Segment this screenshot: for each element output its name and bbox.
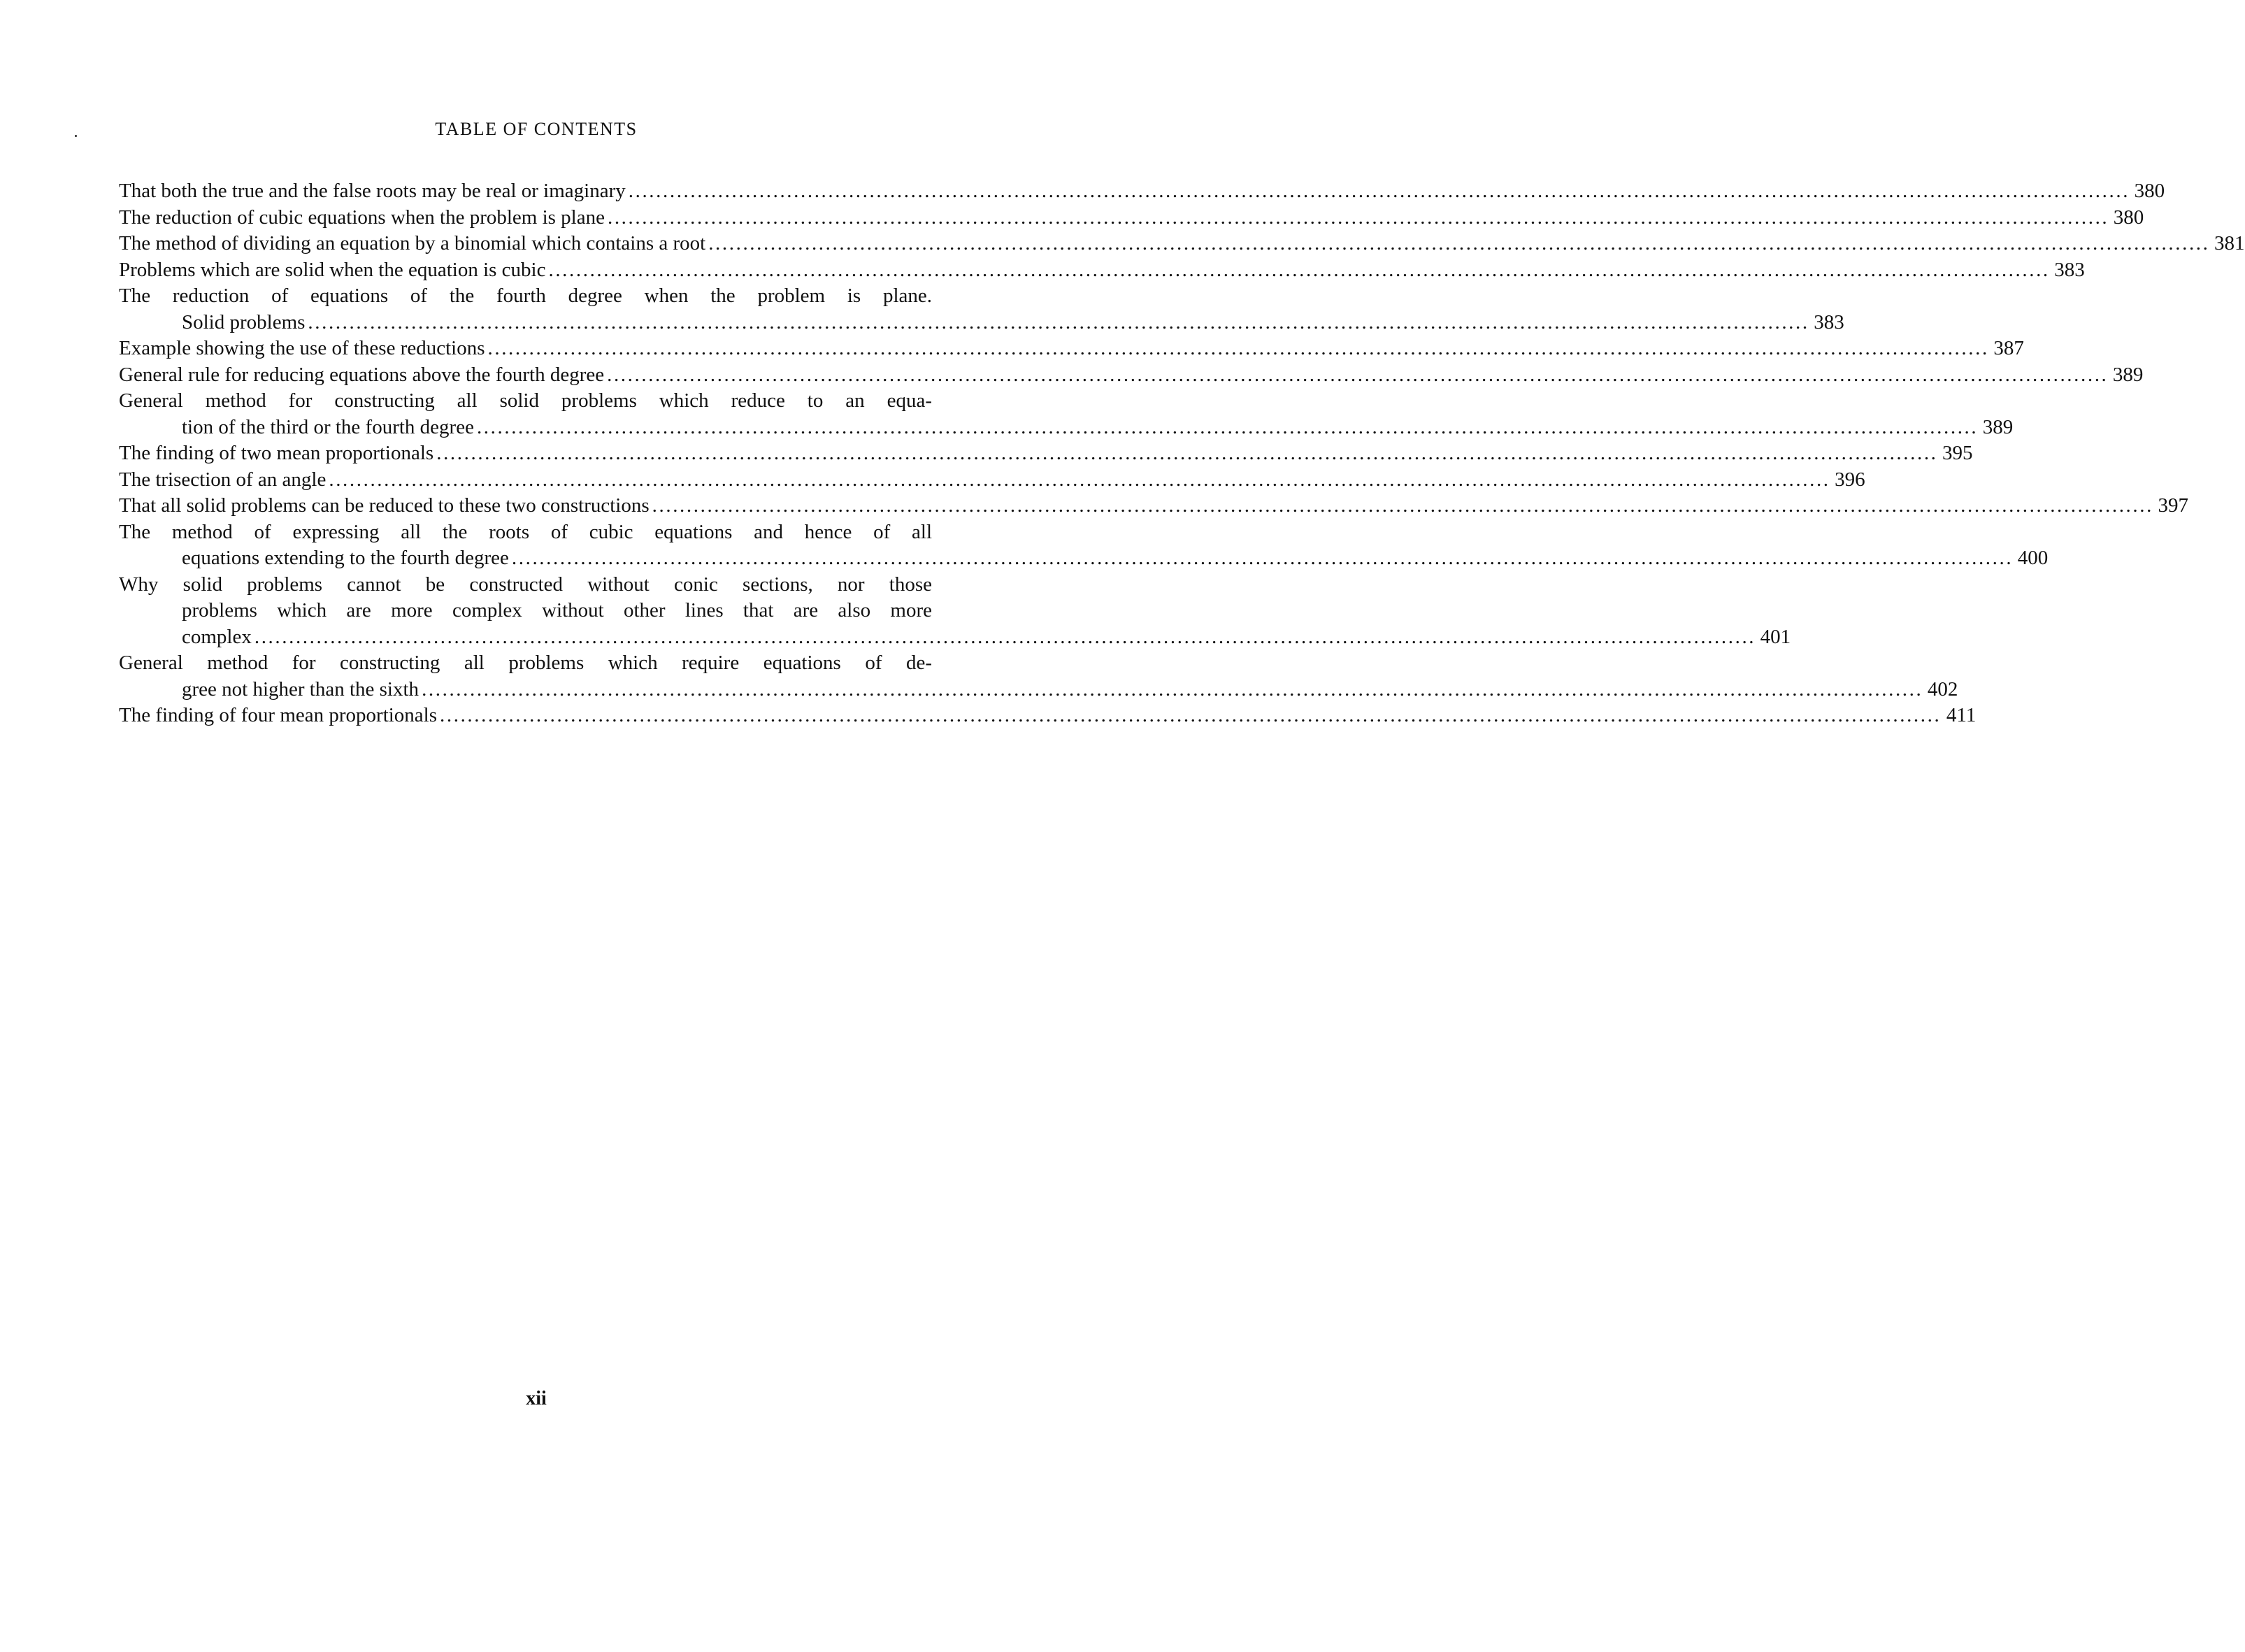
toc-entry bbox=[119, 178, 2165, 205]
toc-line bbox=[119, 598, 932, 624]
toc-entry-title: The reduction of cubic equations when the problem is plane bbox=[119, 206, 605, 229]
dot-leader bbox=[512, 545, 2013, 572]
toc-entry-title: General rule for reducing equations above the fourth degree bbox=[119, 363, 605, 386]
toc-page-number: 401 bbox=[1760, 625, 1791, 648]
toc-line bbox=[119, 205, 2144, 231]
toc-line bbox=[119, 257, 2085, 284]
toc-page-number: 383 bbox=[1814, 310, 1844, 333]
toc-page-number: 389 bbox=[1982, 415, 2014, 438]
table-of-contents bbox=[119, 178, 2245, 729]
toc-line bbox=[119, 677, 1958, 703]
toc-entry-title: The finding of four mean proportionals bbox=[119, 704, 438, 726]
toc-entry-title: The method of expressing all the roots of cubic equations and hence of all bbox=[119, 520, 932, 543]
dot-leader bbox=[548, 257, 2049, 284]
toc-entry bbox=[119, 205, 2144, 231]
toc-entry-title: General method for constructing all solid problems which reduce to an equa- bbox=[119, 389, 932, 412]
toc-page-number: 387 bbox=[1993, 337, 2024, 359]
toc-entry bbox=[119, 519, 2049, 572]
dot-leader bbox=[652, 493, 2153, 519]
toc-line bbox=[119, 703, 1977, 729]
toc-entry-title: Why solid problems cannot be constructed without conic sections, nor those bbox=[119, 573, 932, 596]
toc-line bbox=[119, 336, 2024, 362]
toc-entry-title: The reduction of equations of the fourth degree when the problem is plane. bbox=[119, 285, 932, 307]
dot-leader bbox=[308, 310, 1809, 336]
dot-leader bbox=[477, 415, 1978, 441]
toc-entry-title: The method of dividing an equation by a binomial which contains a root bbox=[119, 232, 706, 254]
toc-entry-title: problems which are more complex without other lines that are also more bbox=[182, 599, 932, 622]
toc-page-number: 380 bbox=[2113, 206, 2144, 229]
toc-page-number: 400 bbox=[2017, 547, 2049, 569]
toc-entry bbox=[119, 703, 1977, 729]
dot-leader bbox=[629, 178, 2130, 205]
toc-page-number: 389 bbox=[2112, 363, 2144, 386]
toc-line bbox=[119, 440, 1973, 467]
dot-leader bbox=[329, 467, 1830, 494]
toc-entry bbox=[119, 362, 2144, 389]
toc-page-number: 396 bbox=[1835, 468, 1865, 491]
toc-line bbox=[119, 283, 932, 310]
toc-line bbox=[119, 467, 1865, 494]
toc-entry-title: gree not higher than the sixth bbox=[182, 677, 419, 701]
dot-leader bbox=[607, 362, 2108, 389]
dot-leader bbox=[608, 205, 2109, 231]
toc-line bbox=[119, 572, 932, 598]
toc-entry-title: tion of the third or the fourth degree bbox=[182, 415, 474, 438]
page-title: TABLE OF CONTENTS bbox=[435, 119, 638, 139]
toc-page-number: 411 bbox=[1946, 704, 1977, 726]
dot-leader bbox=[708, 231, 2209, 257]
toc-page-number: 381 bbox=[2214, 232, 2245, 254]
toc-entry bbox=[119, 388, 2014, 440]
toc-entry bbox=[119, 257, 2085, 284]
toc-page-number: 380 bbox=[2134, 180, 2165, 202]
toc-line bbox=[119, 231, 2245, 257]
toc-line bbox=[119, 519, 932, 546]
dot-leader bbox=[436, 440, 1937, 467]
toc-entry-title: The trisection of an angle bbox=[119, 468, 327, 491]
toc-page-number: 383 bbox=[2054, 258, 2085, 281]
toc-entry bbox=[119, 467, 1865, 494]
toc-line bbox=[119, 310, 1844, 336]
page-number: xii bbox=[526, 1388, 547, 1409]
toc-line bbox=[119, 362, 2144, 389]
toc-line bbox=[119, 650, 932, 677]
toc-entry-title: The finding of two mean proportionals bbox=[119, 442, 434, 464]
toc-entry-title: complex bbox=[182, 625, 252, 648]
toc-entry bbox=[119, 336, 2024, 362]
toc-page-number: 402 bbox=[1927, 677, 1958, 701]
toc-line bbox=[119, 545, 2049, 572]
toc-line bbox=[119, 493, 2188, 519]
toc-line bbox=[119, 415, 2014, 441]
toc-entry-title: General method for constructing all problems which require equations of de- bbox=[119, 652, 932, 674]
toc-page-number: 395 bbox=[1942, 442, 1973, 464]
toc-entry bbox=[119, 440, 1973, 467]
toc-entry-title: Solid problems bbox=[182, 310, 306, 333]
toc-page-number: 397 bbox=[2158, 494, 2188, 517]
dot-leader bbox=[422, 677, 1923, 703]
toc-line bbox=[119, 178, 2165, 205]
toc-line bbox=[119, 624, 1791, 651]
toc-line bbox=[119, 388, 932, 415]
dot-leader bbox=[254, 624, 1756, 651]
toc-entry bbox=[119, 493, 2188, 519]
toc-entry bbox=[119, 572, 1791, 651]
toc-entry bbox=[119, 650, 1958, 703]
toc-entry bbox=[119, 231, 2245, 257]
dot-leader bbox=[488, 336, 1989, 362]
toc-entry-title: Example showing the use of these reductions bbox=[119, 337, 485, 359]
toc-entry-title: That all solid problems can be reduced to these two constructions bbox=[119, 494, 650, 517]
toc-entry bbox=[119, 283, 1844, 336]
toc-entry-title: That both the true and the false roots may be real or imaginary bbox=[119, 180, 626, 202]
toc-entry-title: equations extending to the fourth degree bbox=[182, 547, 509, 569]
toc-entry-title: Problems which are solid when the equation is cubic bbox=[119, 258, 546, 281]
dot-leader bbox=[440, 703, 1941, 729]
